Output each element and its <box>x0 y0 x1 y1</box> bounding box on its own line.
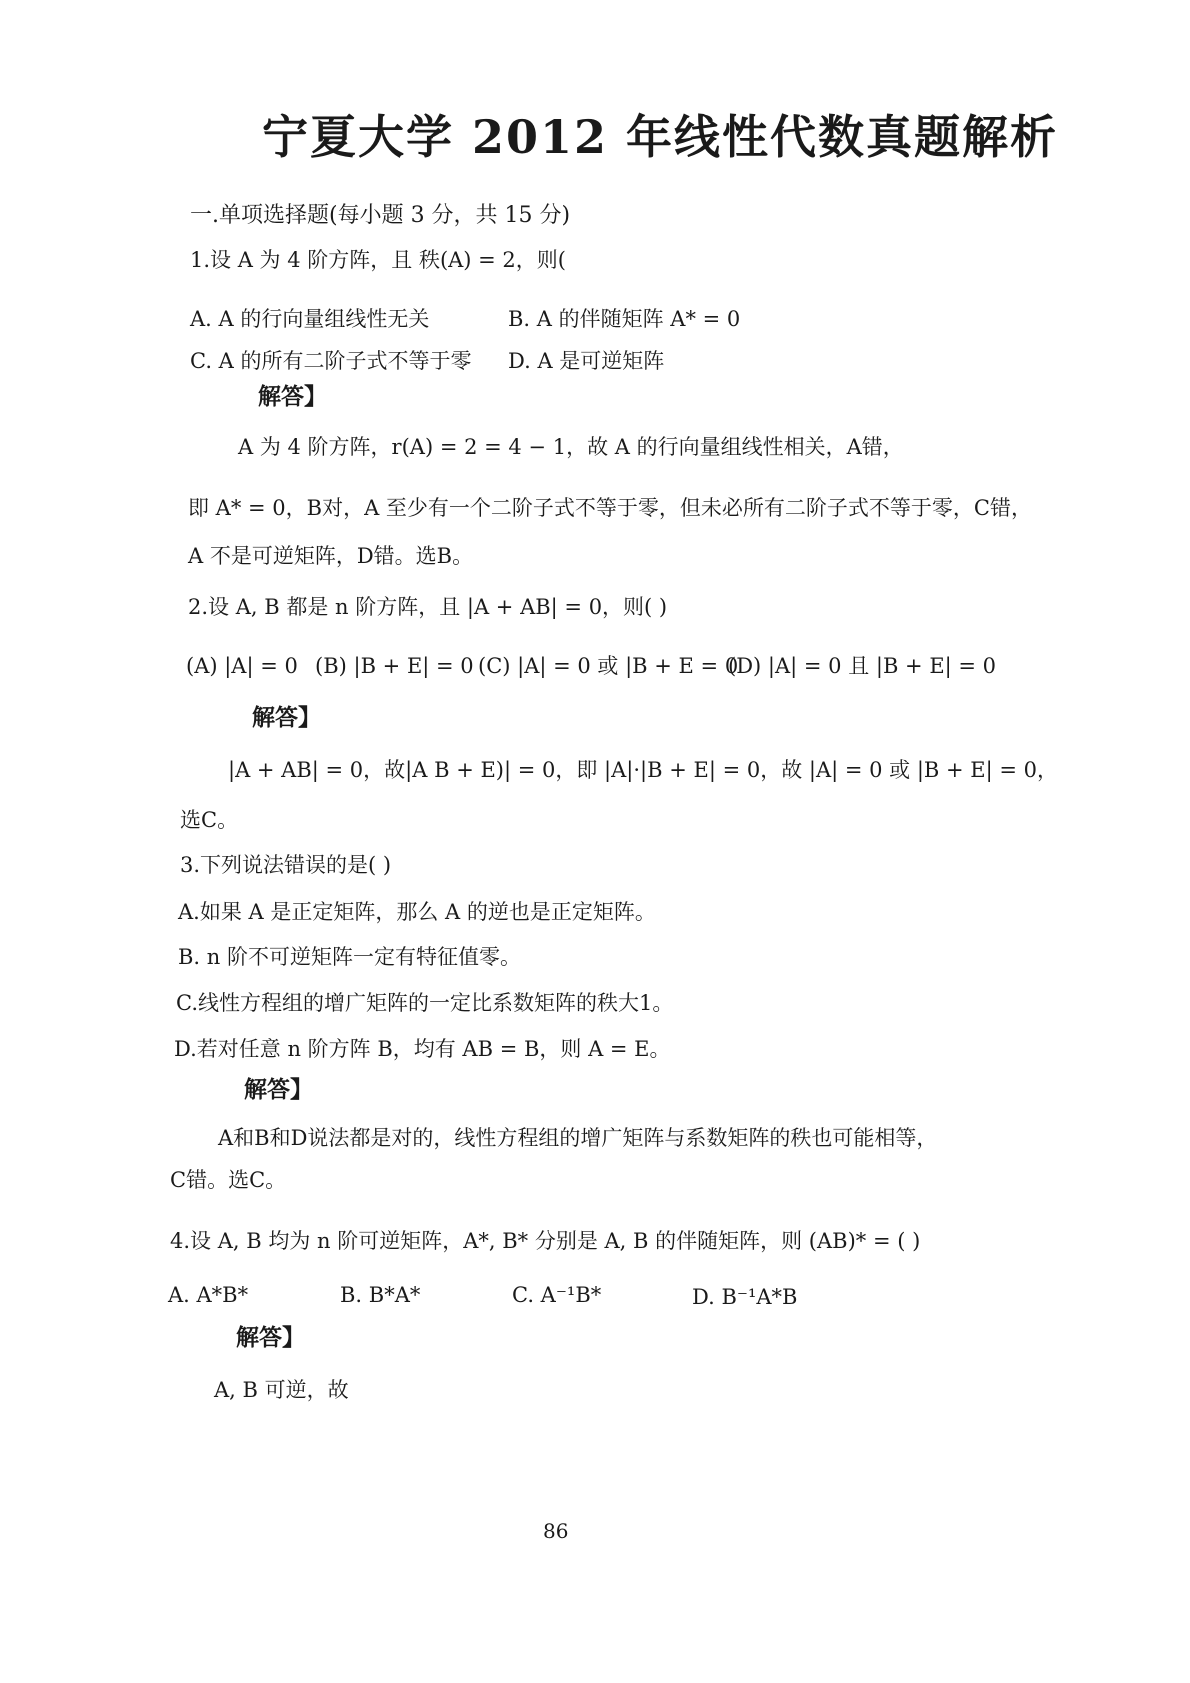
q2-option-a: (A) |A| = 0 <box>186 654 298 678</box>
q1-solution-line-2: 即 A* = 0，B对，A 至少有一个二阶子式不等于零，但未必所有二阶子式不等于零，C错， <box>188 496 1032 520</box>
q1-stem: 1.设 A 为 4 阶方阵，且 秩(A) = 2，则( <box>190 248 566 272</box>
q2-option-d: (D) |A| = 0 且 |B + E| = 0 <box>728 654 997 678</box>
q3-option-c: C.线性方程组的增广矩阵的一定比系数矩阵的秩大1。 <box>176 991 674 1015</box>
q2-stem: 2.设 A, B 都是 n 阶方阵，且 |A + AB| = 0，则( ) <box>188 595 668 619</box>
q4-option-a: A. A*B* <box>168 1283 249 1307</box>
q4-answer-label: 解答】 <box>236 1324 305 1351</box>
q4-option-d: D. B⁻¹A*B <box>692 1285 798 1309</box>
q3-option-d: D.若对任意 n 阶方阵 B，均有 AB = B，则 A = E。 <box>174 1037 671 1061</box>
page-number: 86 <box>543 1519 569 1543</box>
q4-option-c: C. A⁻¹B* <box>512 1283 602 1307</box>
section-heading: 一.单项选择题(每小题 3 分，共 15 分) <box>190 203 571 228</box>
q1-option-b: B. A 的伴随矩阵 A* = 0 <box>508 307 741 331</box>
q1-solution-line-3: A 不是可逆矩阵，D错。选B。 <box>188 544 474 568</box>
q3-stem: 3.下列说法错误的是( ) <box>180 853 392 877</box>
q1-option-c: C. A 的所有二阶子式不等于零 <box>190 349 472 373</box>
q2-option-c: (C) |A| = 0 或 |B + E = 0 <box>478 654 739 678</box>
q4-solution-line-1: A, B 可逆，故 <box>214 1378 349 1402</box>
page-title: 宁夏大学 2012 年线性代数真题解析 <box>262 110 1059 164</box>
q3-solution-line-2: C错。选C。 <box>170 1168 287 1192</box>
q3-option-a: A.如果 A 是正定矩阵，那么 A 的逆也是正定矩阵。 <box>178 900 656 924</box>
q2-answer-label: 解答】 <box>252 704 321 731</box>
q4-stem: 4.设 A, B 均为 n 阶可逆矩阵，A*, B* 分别是 A, B 的伴随矩阵，则 (AB)* = ( ) <box>170 1229 921 1253</box>
q3-option-b: B. n 阶不可逆矩阵一定有特征值零。 <box>178 945 521 969</box>
q1-option-d: D. A 是可逆矩阵 <box>508 349 665 373</box>
q1-solution-line-1: A 为 4 阶方阵，r(A) = 2 = 4 − 1，故 A 的行向量组线性相关，A错， <box>238 435 904 459</box>
q1-answer-label: 解答】 <box>258 383 327 410</box>
q3-solution-line-1: A和B和D说法都是对的，线性方程组的增广矩阵与系数矩阵的秩也可能相等， <box>218 1126 938 1150</box>
q2-solution-line-1: |A + AB| = 0，故|A B + E)| = 0，即 |A|·|B + E| = 0，故 |A| = 0 或 |B + E| = 0， <box>228 758 1059 782</box>
q1-option-a: A. A 的行向量组线性无关 <box>190 307 430 331</box>
q4-option-b: B. B*A* <box>340 1283 421 1307</box>
q2-solution-line-2: 选C。 <box>180 808 239 832</box>
q2-option-b: (B) |B + E| = 0 <box>315 654 474 678</box>
q3-answer-label: 解答】 <box>244 1076 313 1103</box>
